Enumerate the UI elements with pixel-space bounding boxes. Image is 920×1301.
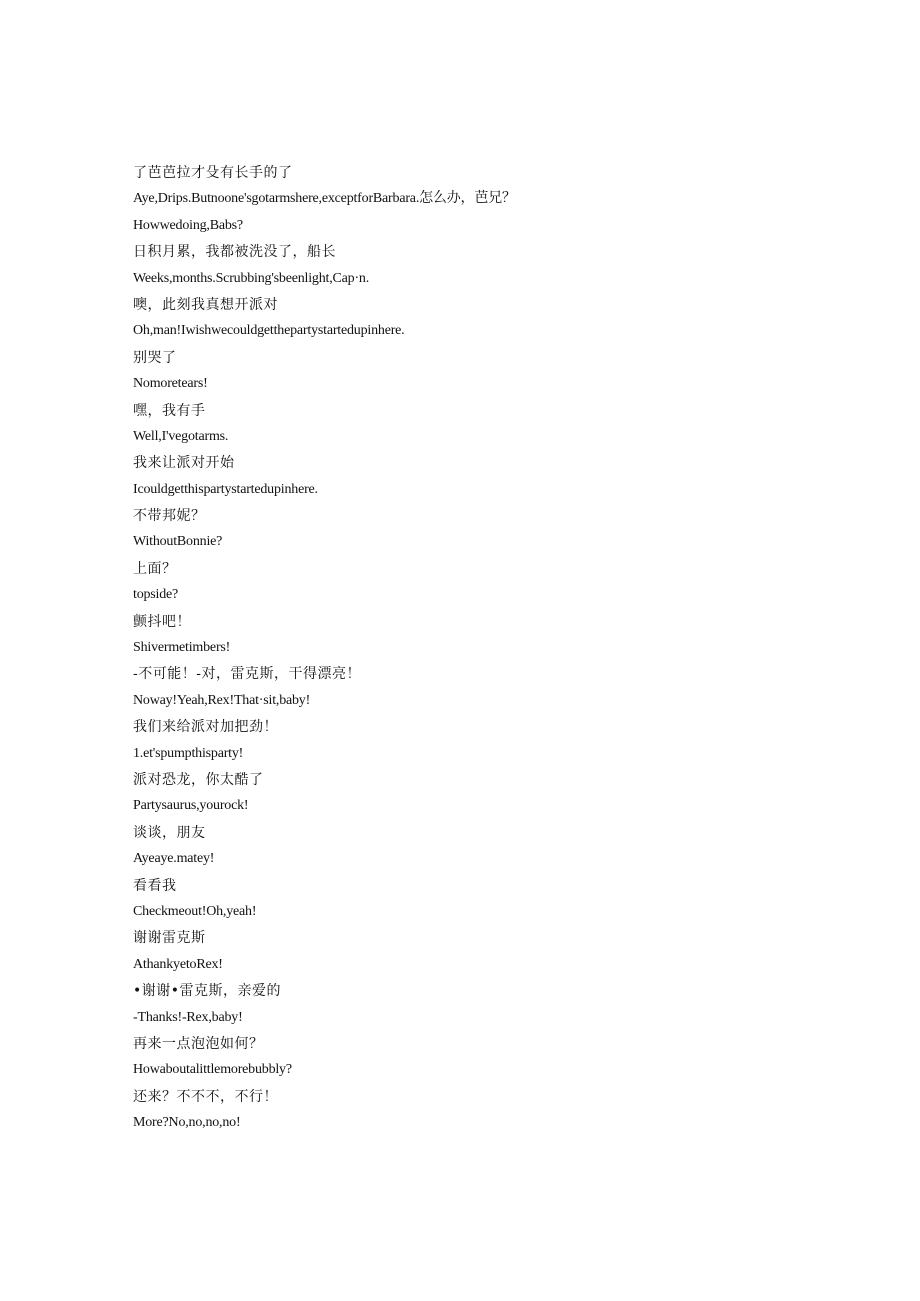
subtitle-line-chinese: 上面？ [133,560,177,577]
subtitle-line-chinese: 别哭了 [133,349,177,366]
subtitle-line-english: WithoutBonnie? [133,534,223,550]
subtitle-line-english: Howaboutalittlemorebubbly? [133,1062,292,1078]
subtitle-line-chinese: -不可能！-对，雷克斯，干得漂亮！ [133,666,361,683]
subtitle-line-english: topside? [133,587,179,603]
subtitle-line-chinese: 还来？不不不，不行！ [133,1088,278,1105]
subtitle-line-chinese: 我来让派对开始 [133,455,235,472]
subtitle-line-english: Aye,Drips.Butnoone'sgotarmshere,exceptforBarbara.怎么办，芭兄？ [133,191,516,207]
subtitle-line-chinese: 看看我 [133,877,177,894]
subtitle-line-english: Icouldgetthispartystartedupinhere. [133,481,318,497]
subtitle-line-english: Oh,man!Iwishwecouldgetthepartystartedupinhere. [133,323,405,339]
subtitle-line-chinese: 噢，此刻我真想开派对 [133,296,278,313]
subtitle-line-english: Howwedoing,Babs? [133,217,243,233]
subtitle-line-english: Ayeaye.matey! [133,851,215,867]
subtitle-line-english: Partysaurus,yourock! [133,798,249,814]
subtitle-text-block [133,160,853,1136]
subtitle-line-chinese: 我们来给派对加把劲！ [133,719,278,736]
subtitle-line-chinese: 谈谈，朋友 [133,824,206,841]
subtitle-line-english: 1.et'spumpthisparty! [133,745,244,761]
subtitle-line-english: Noway!Yeah,Rex!That·sit,baby! [133,692,311,708]
subtitle-line-english: AthankyetoRex! [133,956,223,972]
subtitle-line-english: Weeks,months.Scrubbing'sbeenlight,Cap·n. [133,270,370,286]
subtitle-line-english: -Thanks!-Rex,baby! [133,1009,243,1025]
subtitle-line-english: Shivermetimbers! [133,640,231,656]
subtitle-line-english: Checkmeout!Oh,yeah! [133,903,257,919]
subtitle-line-english: Nomoretears! [133,376,208,392]
subtitle-line-english: More?No,no,no,no! [133,1115,241,1131]
subtitle-line-chinese: 嘿，我有手 [133,402,206,419]
subtitle-line-chinese: 颤抖吧！ [133,613,191,630]
subtitle-line-chinese: 再来一点泡泡如何？ [133,1035,264,1052]
subtitle-line-english: Well,I'vegotarms. [133,428,229,444]
subtitle-line-chinese: 谢谢雷克斯 [133,930,206,947]
subtitle-line-chinese: 派对恐龙，你太酷了 [133,771,264,788]
subtitle-line-chinese: 不带邦妮？ [133,508,206,525]
subtitle-line-chinese: 日积月累，我都被洗没了，船长 [133,244,336,261]
subtitle-line-chinese: 了芭芭拉才殳有长手的了 [133,165,293,181]
subtitle-line-chinese: •谢谢•雷克斯，亲爱的 [133,983,282,1000]
